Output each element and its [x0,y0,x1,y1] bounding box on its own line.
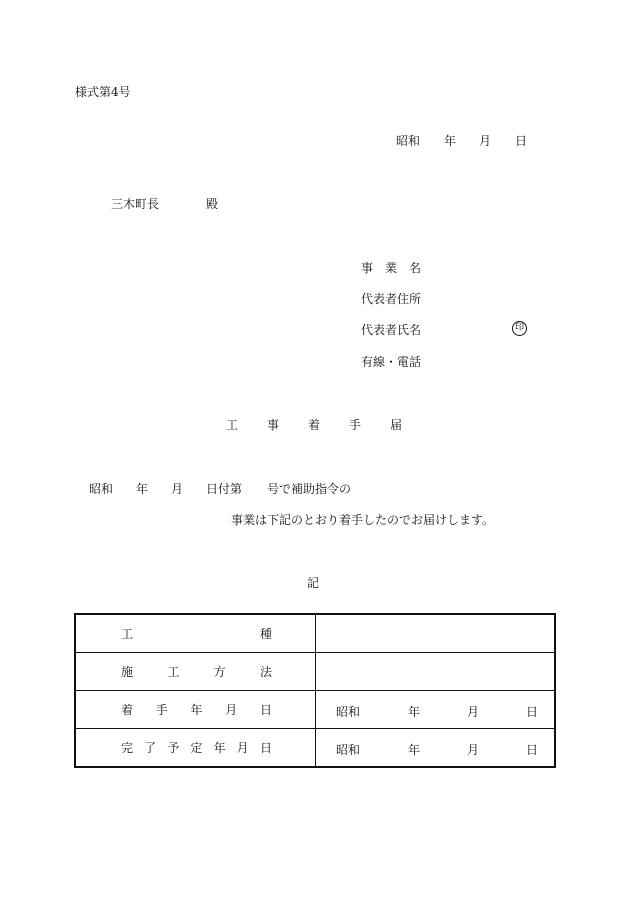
label-char: 年 [213,741,226,755]
value-day: 日 [526,742,539,757]
construction-table [74,613,556,768]
label-char: 工 [167,665,180,679]
value-day: 日 [526,704,539,719]
value-cell[interactable] [316,614,556,653]
seal-mark-icon: 印 [512,321,527,336]
label-char: 施 [121,665,134,679]
table-row [75,653,555,691]
label-cell [75,653,316,691]
table-row [75,691,555,729]
value-month: 月 [467,704,480,719]
value-cell[interactable] [316,691,556,729]
form-number: 様式第4号 [75,85,131,99]
char: 業 [384,261,397,275]
label-char: 完 [121,741,134,755]
value-era: 昭和 [336,742,361,757]
rep-address-label: 代表者住所 [361,292,422,306]
label-char: 日 [259,741,272,755]
value-year: 年 [408,742,421,757]
label-char: 種 [259,627,272,641]
label-cell [75,729,316,768]
body-line-2: 事業は下記のとおり着手したのでお届けします。 [231,513,495,527]
value-year: 年 [408,704,421,719]
addressee-name: 三木町長 [111,197,160,211]
label-cell [75,691,316,729]
document-title [226,418,402,432]
label-char: 法 [259,665,272,679]
body-year: 年 [136,482,149,496]
title-char: 着 [307,418,320,432]
title-char: 工 [226,418,239,432]
title-char: 事 [266,418,279,432]
char: 事 [361,261,374,275]
day-label: 日 [515,134,528,148]
value-cell[interactable] [316,729,556,768]
title-char: 届 [389,418,402,432]
label-char: 日 [259,703,272,717]
month-label: 月 [479,134,492,148]
body-month: 月 [171,482,184,496]
label-char: 了 [144,741,157,755]
phone-label: 有線・電話 [361,355,422,369]
body-era: 昭和 [89,482,114,496]
era-label: 昭和 [396,134,421,148]
label-char: 予 [167,741,180,755]
value-era: 昭和 [336,704,361,719]
label-char: 工 [121,627,134,641]
business-name-label [361,261,421,275]
label-cell [75,614,316,653]
label-char: 着 [121,703,134,717]
table-row [75,729,555,768]
label-char: 月 [236,741,249,755]
char: 名 [408,261,421,275]
addressee-honorific: 殿 [206,197,219,211]
table-row [75,614,555,653]
label-char: 方 [213,665,226,679]
value-cell[interactable] [316,653,556,691]
body-order: 号で補助指令の [267,482,352,496]
label-char: 年 [190,703,203,717]
ki-heading: 記 [307,576,320,590]
label-char: 月 [225,703,238,717]
title-char: 手 [348,418,361,432]
body-day-number: 日付第 [206,482,243,496]
rep-name-label: 代表者氏名 [361,323,422,337]
year-label: 年 [444,134,457,148]
label-char: 定 [190,741,203,755]
value-month: 月 [467,742,480,757]
label-char: 手 [155,703,168,717]
